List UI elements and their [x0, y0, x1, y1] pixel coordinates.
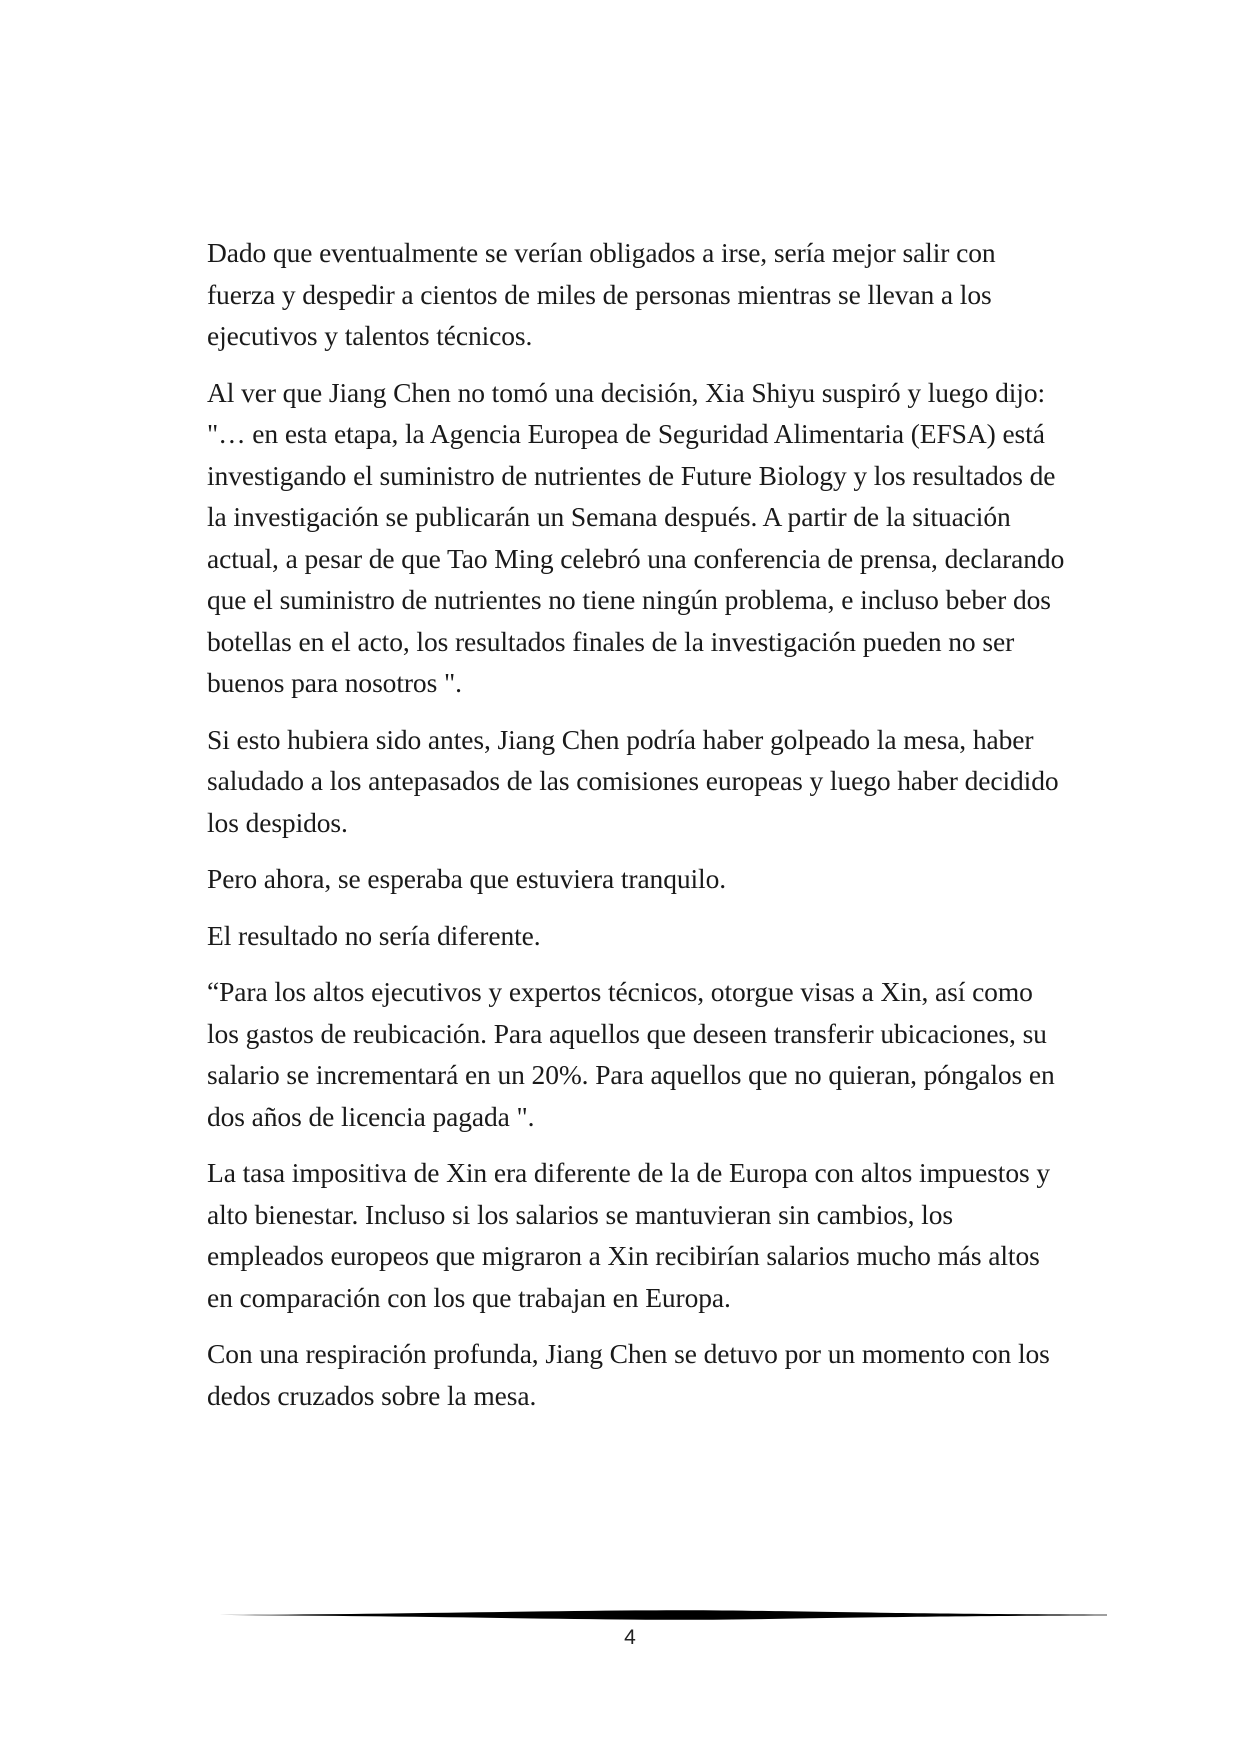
footer-rule-shape: [207, 1610, 1107, 1620]
body-text: [207, 232, 1067, 1431]
paragraph: Dado que eventualmente se verían obligados a irse, sería mejor salir con fuerza y despedir a cientos de miles de personas mientras se llevan a los ejecutivos y talentos técnicos.: [207, 237, 996, 351]
footer-rule: [207, 1609, 1107, 1621]
paragraph: “Para los altos ejecutivos y expertos técnicos, otorgue visas a Xin, así como los gastos de reubicación. Para aquellos que deseen transferir ubicaciones, su salario se incrementará en un 20%. Para aquellos que no quieran, póngalos en dos años de licencia pagada ".: [207, 976, 1055, 1132]
paragraph: Al ver que Jiang Chen no tomó una decisión, Xia Shiyu suspiró y luego dijo: "… en esta etapa, la Agencia Europea de Seguridad Alimentaria (EFSA) está investigando el suministro de nutrientes de Future Biology y los resultados de la investigación se publicarán un Semana después. A partir de la situación actual, a pesar de que Tao Ming celebró una conferencia de prensa, declarando que el suministro de nutrientes no tiene ningún problema, e incluso beber dos botellas en el acto, los resultados finales de la investigación pueden no ser buenos para nosotros ".: [207, 376, 1065, 698]
paragraph: Pero ahora, se esperaba que estuviera tranquilo.: [207, 863, 727, 894]
paragraph: Si esto hubiera sido antes, Jiang Chen podría haber golpeado la mesa, haber saludado a los antepasados de las comisiones europeas y luego haber decidido los despidos.: [207, 723, 1059, 838]
paragraph: El resultado no sería diferente.: [207, 919, 541, 951]
paragraph: La tasa impositiva de Xin era diferente de la de Europa con altos impuestos y alto bienestar. Incluso si los salarios se mantuvieran sin cambios, los empleados europeos que migraron a Xin recibirían salarios mucho más altos en comparación con los que trabajan en Europa.: [207, 1157, 1051, 1313]
paragraph: Con una respiración profunda, Jiang Chen se detuvo por un momento con los dedos cruzados sobre la mesa.: [207, 1338, 1050, 1411]
page-number: 4: [624, 1626, 636, 1649]
